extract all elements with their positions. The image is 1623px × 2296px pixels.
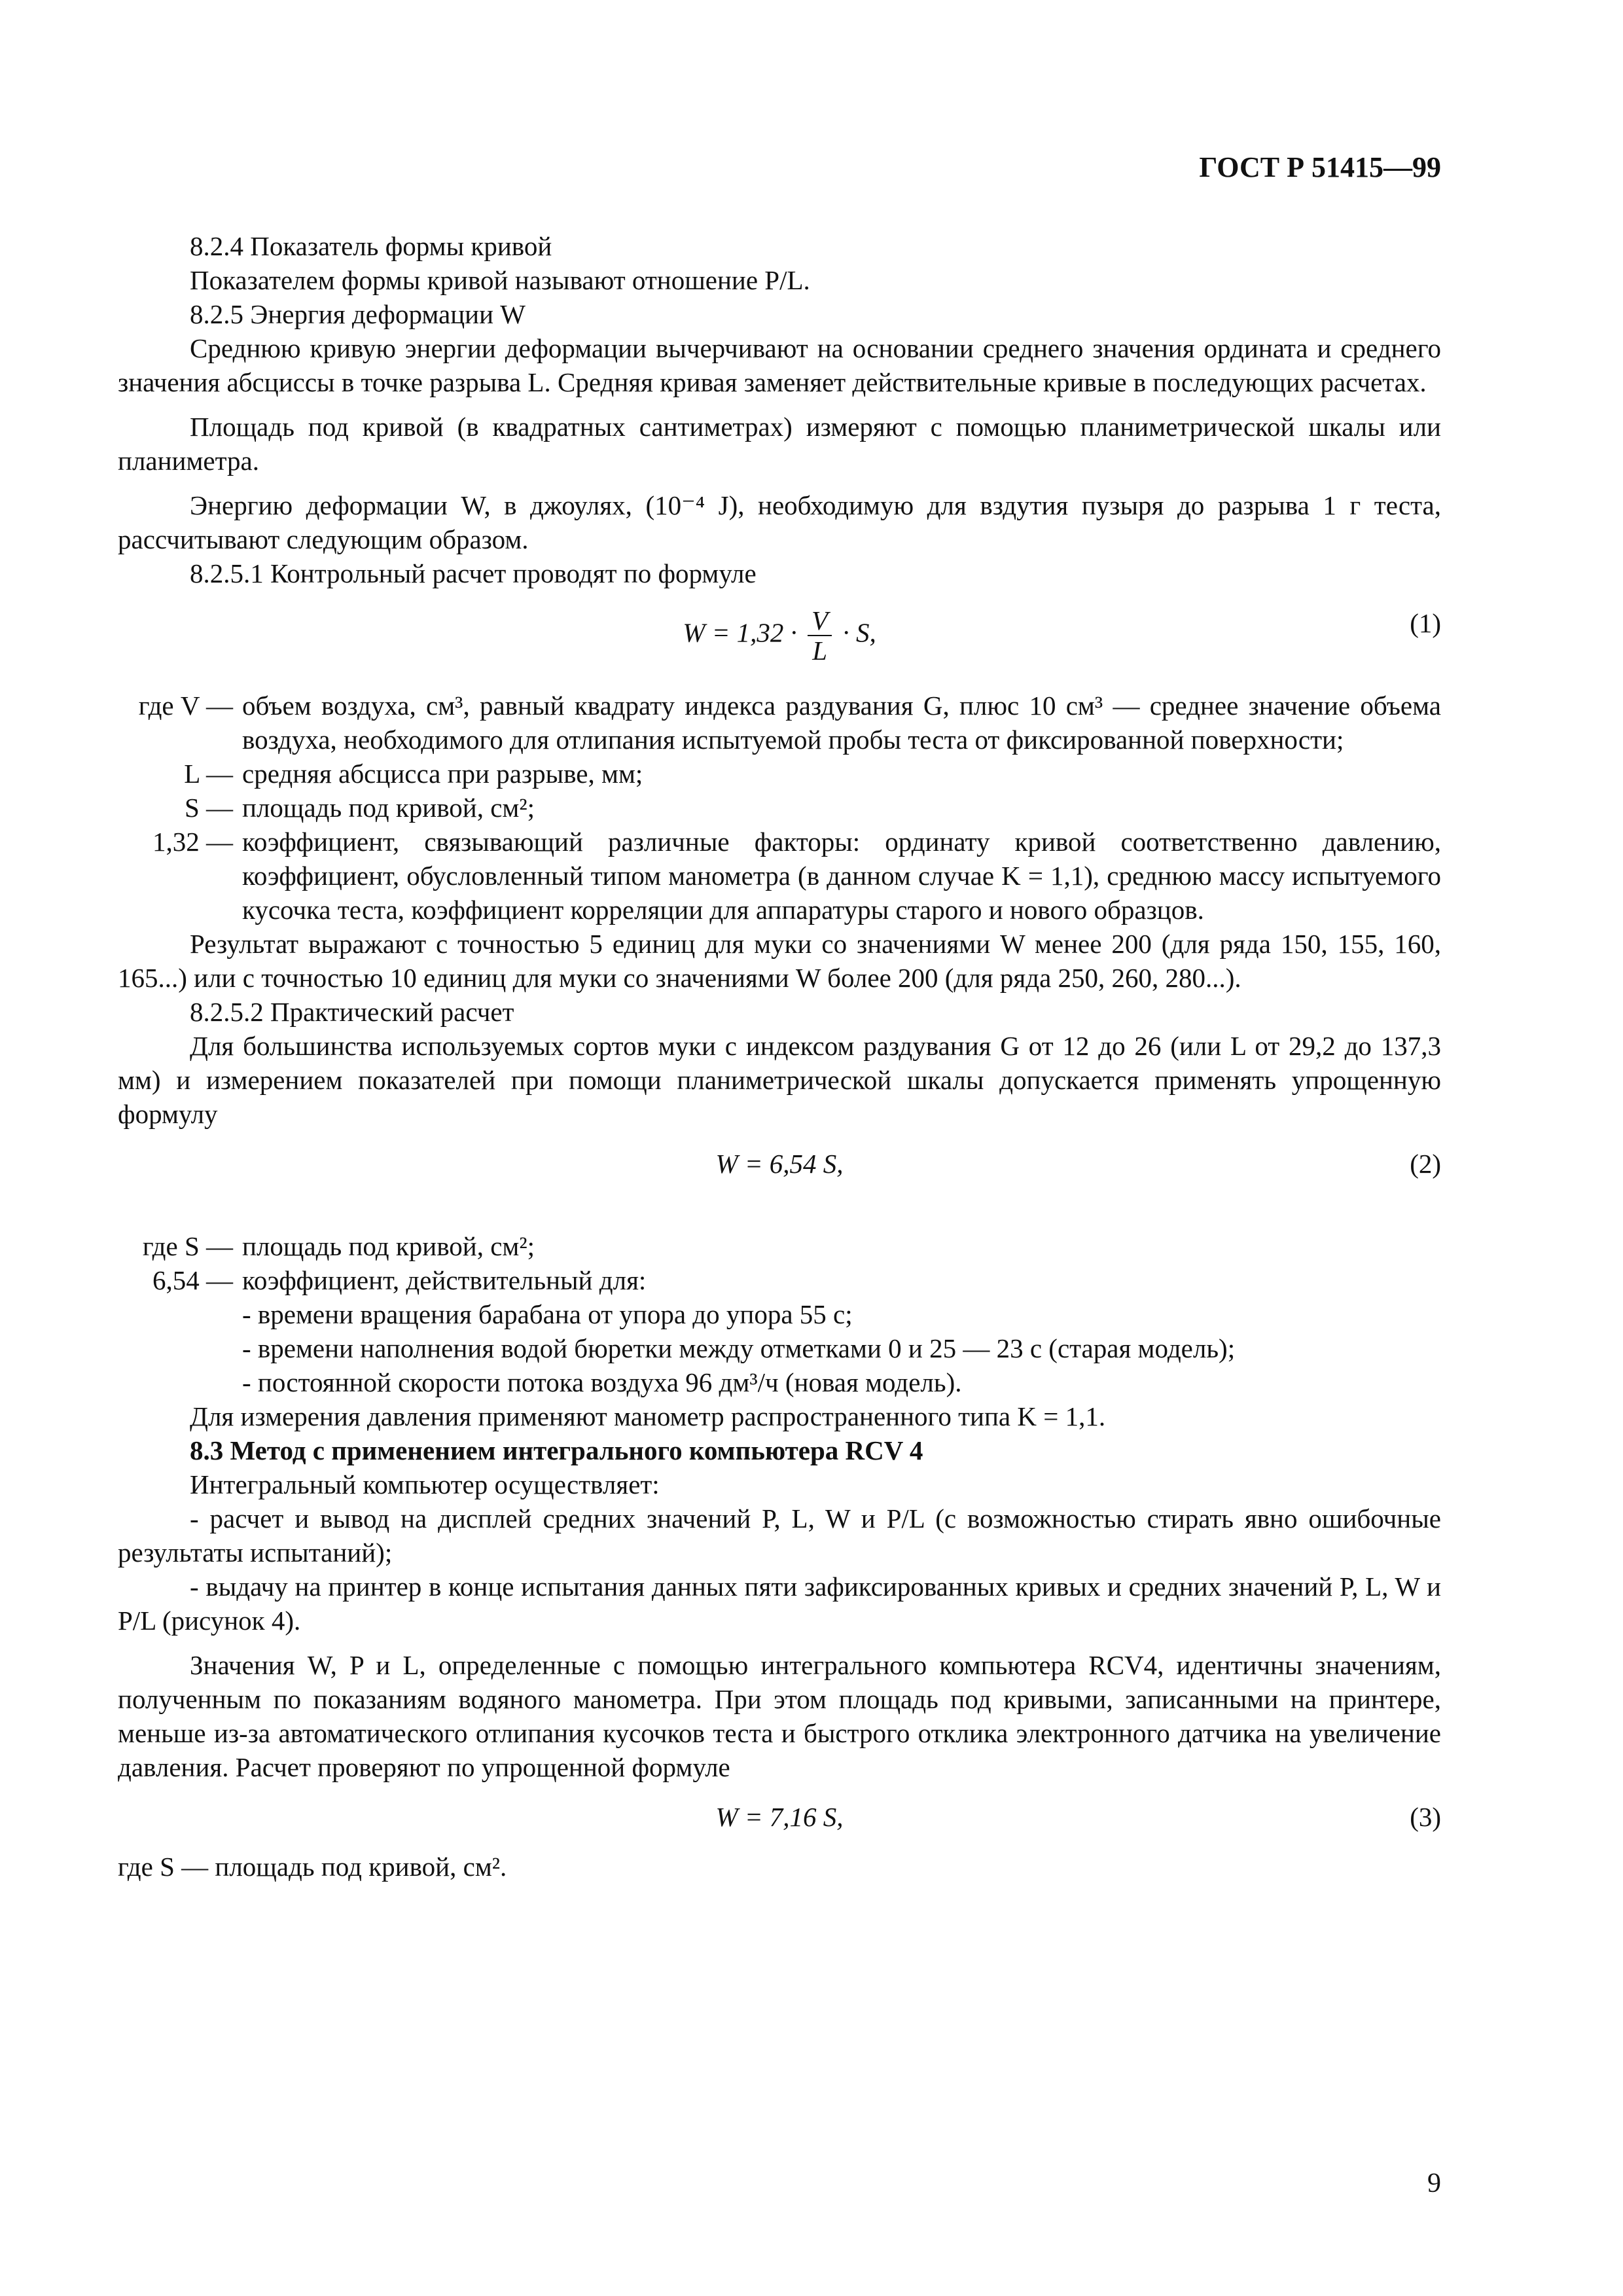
manometer-text: Для измерения давления применяют манометр распространенного типа K = 1,1. <box>190 1401 1106 1431</box>
definition-term: где S — <box>142 1231 233 1261</box>
formula-1-definitions <box>118 689 1441 927</box>
definition-term: 1,32 — <box>152 827 233 857</box>
section-8-2-4-title: 8.2.4 Показатель формы кривой <box>190 231 552 261</box>
list-item: - постоянной скорости потока воздуха 96 дм³/ч (новая модель). <box>242 1365 1441 1399</box>
formula-1-rhs: · S, <box>842 617 876 648</box>
formula-2 <box>118 1131 1441 1229</box>
definition-text: объем воздуха, см³, равный квадрату индекса раздувания G, плюс 10 см³ — среднее значение объема воздуха, необходимого для отлипания испытуемой пробы теста от фиксированной поверхности; <box>242 691 1441 755</box>
section-8-2-5-2-text: Для большинства используемых сортов муки с индексом раздувания G от 12 до 26 (или L от 29,2 до 137,3 мм) и измерением показателей при помощи планиметрической шкалы допускается применять упрощенную формулу <box>118 1031 1441 1129</box>
section-8-2-5-2-title: 8.2.5.2 Практический расчет <box>190 997 514 1027</box>
section-8-2-4-text: Показателем формы кривой называют отношение P/L. <box>190 265 810 295</box>
formula-3-definition: где S — площадь под кривой, см². <box>118 1852 507 1882</box>
formula-2-definitions <box>118 1229 1441 1297</box>
formula-2-number: (2) <box>1410 1149 1441 1179</box>
definition-text: площадь под кривой, см²; <box>242 793 535 823</box>
standard-header: ГОСТ Р 51415—99 <box>1199 151 1441 183</box>
section-8-2-5-paragraph-1: Среднюю кривую энергии деформации вычерчивают на основании среднего значения ордината и среднего значения абсциссы в точке разрыва L. Средняя кривая заменяет действительные кривые в последующих расчетах. <box>118 333 1441 397</box>
formula-3-number: (3) <box>1410 1802 1441 1832</box>
formula-3 <box>118 1784 1441 1850</box>
formula-1-number: (1) <box>1410 608 1441 638</box>
definition-term: где V — <box>138 691 233 721</box>
section-8-3-intro: Интегральный компьютер осуществляет: <box>190 1469 660 1499</box>
definition-term: 6,54 — <box>152 1265 233 1295</box>
list-item: - времени вращения барабана от упора до упора 55 с; <box>242 1297 1441 1331</box>
result-precision-text: Результат выражают с точностью 5 единиц для муки со значениями W менее 200 (для ряда 150, 155, 160, 165...) или с точностью 10 единиц для муки со значениями W более 200 (для ряда 250, 260, 280...). <box>118 929 1441 993</box>
definition-term: L — <box>184 759 233 789</box>
formula-1-denominator: L <box>812 636 828 666</box>
formula-1-numerator: V <box>808 606 832 636</box>
section-8-2-5-paragraph-2: Площадь под кривой (в квадратных сантиметрах) измеряют с помощью планиметрической шкалы или планиметра. <box>118 412 1441 476</box>
formula-2-expression: W = 6,54 S, <box>715 1149 844 1179</box>
section-8-3-item-1: - расчет и вывод на дисплей средних значений P, L, W и P/L (с возможностью стирать явно ошибочные результаты испытаний); <box>118 1503 1441 1568</box>
formula-3-expression: W = 7,16 S, <box>715 1802 844 1832</box>
formula-1-lhs: W = 1,32 · <box>683 617 797 648</box>
section-8-2-5-paragraph-3: Энергию деформации W, в джоулях, (10⁻⁴ J), необходимую для вздутия пузыря до разрыва 1 г теста, рассчитывают следующим образом. <box>118 490 1441 554</box>
definition-text: средняя абсцисса при разрыве, мм; <box>242 759 643 789</box>
document-body <box>118 229 1441 1884</box>
section-8-3-paragraph: Значения W, P и L, определенные с помощью интегрального компьютера RCV4, идентичны значениям, полученным по показаниям водяного манометра. При этом площадь под кривыми, записанными на принтере, меньше из-за автоматического отлипания кусочков теста и быстрого отклика электронного датчика на увеличение давления. Расчет проверяют по упрощенной формуле <box>118 1650 1441 1782</box>
definition-text: площадь под кривой, см²; <box>242 1231 535 1261</box>
formula-1 <box>118 590 1441 689</box>
section-8-3-title: 8.3 Метод с применением интегрального компьютера RCV 4 <box>190 1435 923 1465</box>
definition-term: S — <box>184 793 233 823</box>
coefficient-conditions-list <box>242 1297 1441 1399</box>
section-8-2-5-1-title: 8.2.5.1 Контрольный расчет проводят по формуле <box>190 558 757 588</box>
definition-text: коэффициент, связывающий различные факторы: ординату кривой соответственно давлению, коэффициент, обусловленный типом манометра (в данном случае K = 1,1), среднюю массу испытуемого кусочка теста, коэффициент корреляции для аппаратуры старого и нового образцов. <box>242 827 1441 925</box>
section-8-3-item-2: - выдачу на принтер в конце испытания данных пяти зафиксированных кривых и средних значений P, L, W и P/L (рисунок 4). <box>118 1571 1441 1636</box>
list-item: - времени наполнения водой бюретки между отметками 0 и 25 — 23 с (старая модель); <box>242 1331 1441 1365</box>
definition-text: коэффициент, действительный для: <box>242 1265 647 1295</box>
formula-1-fraction <box>808 606 832 665</box>
page-number: 9 <box>1427 2168 1441 2198</box>
section-8-2-5-title: 8.2.5 Энергия деформации W <box>190 299 526 329</box>
